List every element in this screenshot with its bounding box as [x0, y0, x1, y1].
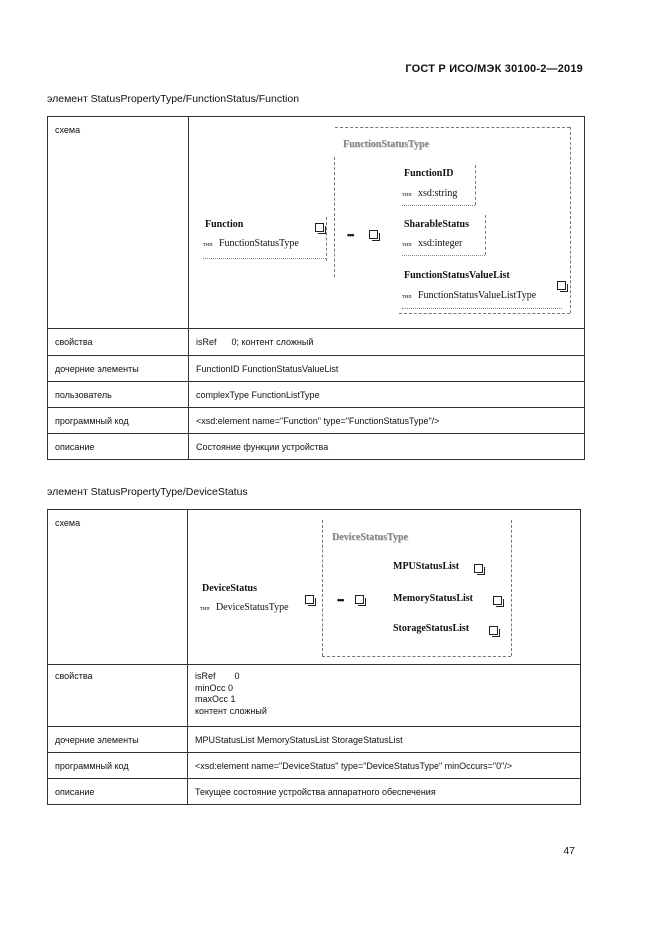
expand-icon[interactable]	[474, 564, 483, 573]
expand-icon[interactable]	[493, 596, 502, 605]
expand-icon[interactable]	[305, 595, 314, 604]
table-row	[48, 117, 585, 329]
row-label: пользователь	[48, 382, 189, 408]
section2-table	[47, 509, 581, 805]
devicestatus-schema-diagram	[188, 510, 580, 664]
row-label-schema: схема	[48, 117, 189, 329]
row-value: complexType FunctionListType	[189, 382, 585, 408]
row-label: свойства	[48, 665, 188, 727]
schema-cell	[189, 117, 585, 329]
section1-table	[47, 116, 585, 460]
row-value: isRef 0 minOcc 0 maxOcc 1 контент сложный	[188, 665, 581, 727]
table-row	[48, 356, 585, 382]
table-row	[48, 434, 585, 460]
child-element-name: StorageStatusList	[393, 623, 470, 634]
row-label: свойства	[48, 329, 189, 356]
table-row	[48, 382, 585, 408]
sequence-icon: •••	[337, 595, 344, 605]
row-value: <xsd:element name="Function" type="FunctionStatusType"/>	[189, 408, 585, 434]
child-element-type: тип FunctionStatusValueListType	[402, 290, 537, 301]
child-element-name: MemoryStatusList	[393, 593, 473, 604]
section1-caption: элемент StatusPropertyType/FunctionStatus/Function	[47, 93, 300, 105]
row-value: Текущее состояние устройства аппаратного обеспечения	[188, 779, 581, 805]
table-row	[48, 753, 581, 779]
expand-icon[interactable]	[489, 626, 498, 635]
table-row	[48, 510, 581, 665]
row-label: описание	[48, 779, 188, 805]
row-label: программный код	[48, 408, 189, 434]
row-label: программный код	[48, 753, 188, 779]
child-element-name: MPUStatusList	[393, 561, 460, 572]
page-number: 47	[563, 845, 575, 857]
type-title: FunctionStatusType	[343, 139, 429, 150]
row-value: isRef 0; контент сложный	[189, 329, 585, 356]
sequence-icon: •••	[347, 230, 354, 240]
root-element-name: DeviceStatus	[202, 583, 257, 594]
type-title: DeviceStatusType	[332, 532, 408, 543]
expand-icon[interactable]	[315, 223, 324, 232]
schema-cell	[188, 510, 581, 665]
document-header: ГОСТ Р ИСО/МЭК 30100-2—2019	[405, 63, 583, 75]
child-element-name: FunctionID	[404, 168, 454, 179]
table-row	[48, 727, 581, 753]
section2-caption: элемент StatusPropertyType/DeviceStatus	[47, 486, 248, 498]
table-row	[48, 408, 585, 434]
row-value: Состояние функции устройства	[189, 434, 585, 460]
row-value: MPUStatusList MemoryStatusList StorageStatusList	[188, 727, 581, 753]
table-row	[48, 779, 581, 805]
row-label: описание	[48, 434, 189, 460]
sequence-box-icon[interactable]	[355, 595, 364, 604]
row-label: дочерние элементы	[48, 727, 188, 753]
child-element-type: тип xsd:string	[402, 188, 458, 199]
root-element-type: тип DeviceStatusType	[200, 602, 289, 613]
row-value: <xsd:element name="DeviceStatus" type="DeviceStatusType" minOccurs="0"/>	[188, 753, 581, 779]
root-element-name: Function	[205, 219, 244, 230]
row-label: дочерние элементы	[48, 356, 189, 382]
row-label-schema: схема	[48, 510, 188, 665]
sequence-box-icon[interactable]	[369, 230, 378, 239]
function-schema-diagram	[189, 117, 584, 328]
root-element-type: тип FunctionStatusType	[203, 238, 299, 249]
child-element-name: FunctionStatusValueList	[404, 270, 510, 281]
expand-icon[interactable]	[557, 281, 566, 290]
child-element-name: SharableStatus	[404, 219, 470, 230]
row-value: FunctionID FunctionStatusValueList	[189, 356, 585, 382]
table-row	[48, 665, 581, 727]
table-row	[48, 329, 585, 356]
child-element-type: тип xsd:integer	[402, 238, 463, 249]
